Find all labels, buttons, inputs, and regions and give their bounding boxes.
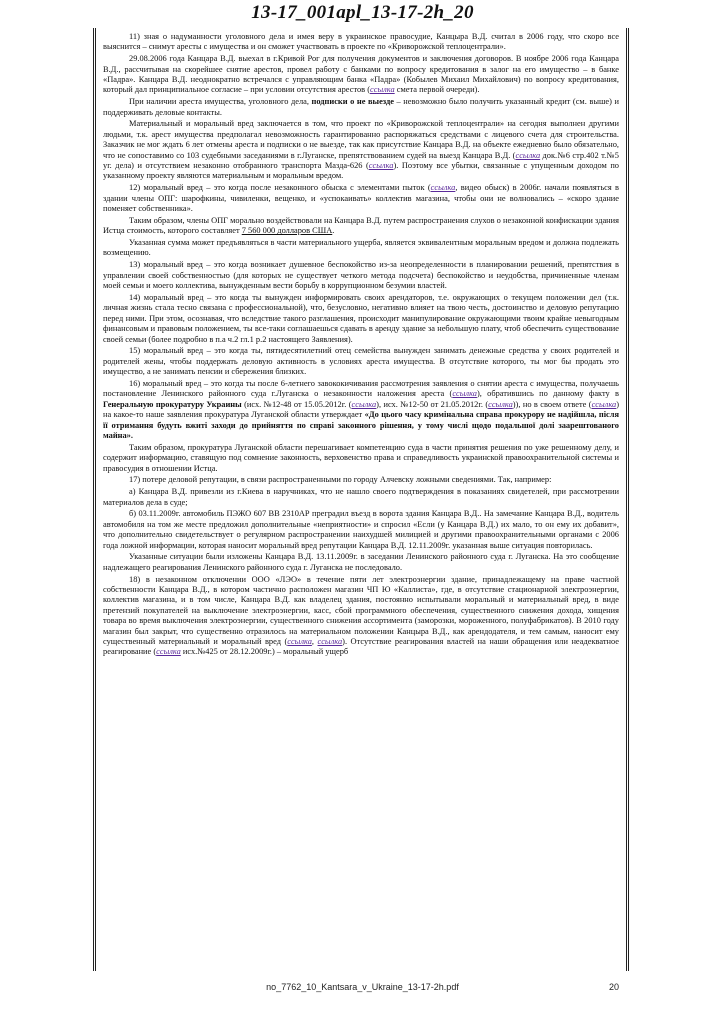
bold-text: подписки о не выезде (311, 97, 394, 107)
reference-link[interactable]: ссылка (370, 85, 395, 95)
paragraph-p16 (103, 552, 619, 573)
footer-filename: no_7762_10_Kantsara_v_Ukraine_13-17-2h.pdf (266, 982, 459, 992)
reference-link[interactable]: ссылка (488, 399, 513, 409)
paragraph-p8 (103, 260, 619, 291)
text-run: , (311, 637, 318, 646)
paragraph-p4 (103, 119, 619, 181)
text-run: Материальный и моральный вред заключается в том, что проект по «Криворожской теплоцентрали» на сегодня выполнен другими людьми, т.к. арест имущества предполагал невозможность гарантированно распоряжаться средствами с лицевого счета для строительства. Заказчик не мог ждать 6 лет отмены ареста и подписки о не выезде, так как присутствие Канцара В.Д. на объекте ежедневно было обязательно, что не сопоставимо со 103 судебными заседаниями в г.Луганске, препятствованием судей на выезд Канцара В.Д. ( (103, 119, 619, 160)
paragraph-p15 (103, 509, 619, 551)
text-run: 18) в незаконном отключении ООО «ЛЭО» в течение пяти лет электроэнергии здание, принадлежащему на праве частной собственности Канцара В.Д., в котором частично расположен магазин ЧП Ю «Каллиста», где, в отсутствие стационарной электроэнергии, коллектив магазина, и в том числе, Канцара В.Д. как владелец здания, постоянно испытывали моральный и материальный вред, в виде претензий покупателей на выключение электроэнергии, касс, сбой программного обеспечения, существенного снижения дохода, хищения товара во время выключения электроэнергии, существенного снижения ассортимента (заморозки, мороженного, полуфабрикатов). В 2010 году магазин был закрыт, что существенно отразилось на материальном положении Канцыра В.Д., как арендодателя, и тем самым, наносит ему существенный материальный и моральный вред ( (103, 574, 619, 646)
text-run: )), но в своем ответе ( (512, 399, 592, 409)
text-run: ) на какое-то наше заявления прокуратура Луганской области утверждает (103, 399, 619, 420)
text-run: док.№6 стр.402 т.№5 уг. дела) и отсутствием незаконно отобранного транспорта Мазда-626 ( (103, 150, 619, 171)
text-run: 7 560 000 долларов США (241, 226, 333, 236)
text-run: 14) моральный вред – это когда ты вынужден информировать своих арендаторов, т.е. окружающих о текущем положении дел (т.к. личная жизнь стала тесно связана с профессиональной), что, безусловно, негативно влияет на твою честь, достоинство и деловую репутацию перед ними. При этом, осознавая, что вследствие такого разглашения, происходит манипулирование окружающими твоим крайне невыгодным финансовым и правовым положением, ты все-таки соглашаешься сдавать в аренду здание за небольшую плату, чтоб обеспечить существование своей семьи (более подробно в п.а ч.2 гл.1 р.2 настоящего Заявления). (103, 292, 619, 344)
reference-link[interactable]: ссылка (368, 161, 394, 171)
reference-link[interactable]: ссылка (515, 150, 541, 160)
paragraph-p14 (103, 487, 619, 508)
reference-link[interactable]: ссылка (156, 647, 181, 657)
reference-link[interactable]: ссылка (591, 399, 617, 409)
text-run: 16) моральный вред – это когда ты после 6-летнего завококичивания рассмотрения заявления о снятии ареста с имущества, получаешь постановление Ленинского районного суда г.Луганска о незаконности наложения ареста ( (103, 378, 619, 399)
reference-link[interactable]: ссылка (351, 399, 377, 409)
text-run: Таким образом, прокуратура Луганской области перешагивает компетенцию суда в части принятия решения по уже решенному делу, и содержит информацию, ставящую под сомнение законность, верховенство права и справедливость украинской правоохранительной системы и правосудия в отношении Истца. (103, 442, 619, 473)
reference-link[interactable]: ссылка (287, 637, 312, 646)
bold-text: «До цього часу кримінальна справа прокурору не надійшла, після її отримання будуть вжиті заходи до прийняття по справі законного рішення, у тому числі щодо подальшої долі заарештованого майна». (103, 410, 619, 440)
paragraph-p17 (103, 575, 619, 658)
text-run: При наличии ареста имущества, уголовного дела, (129, 97, 312, 107)
text-run: ), исх. №12-50 от 21.05.2012г. ( (376, 399, 489, 409)
reference-link[interactable]: ссылка (430, 183, 456, 193)
text-run: ), обратившись по данному факту в (476, 389, 619, 399)
text-run: 13) моральный вред – это когда возникает душевное беспокойство из-за неопределенности в планировании решений, препятствия в управлении своей собственностью (для которых не существует четкого метода подсчета) беспокойство и неудобства, причиненные членам моей семьи и моего коллектива, вынужденным вести борьбу в коррупционном безумии властей. (103, 260, 619, 291)
paragraph-p6 (103, 216, 619, 237)
paragraph-p13 (103, 475, 619, 485)
text-run: (исх. №12-48 от 15.05.2012г. ( (241, 399, 352, 409)
text-run: смета первой очереди). (394, 85, 480, 95)
text-run: ). Поэтому все убытки, связанные с упущенным доходом по указанному проекту являются материальным и моральным вредом. (103, 161, 619, 181)
paragraph-p10 (103, 346, 619, 377)
reference-link[interactable]: ссылка (452, 389, 477, 399)
text-run: 12) моральный вред – это когда после незаконного обыска с элементами пыток ( (129, 183, 431, 193)
paragraph-p11 (103, 379, 619, 441)
paragraph-p1 (103, 32, 619, 53)
text-run: . (332, 226, 335, 236)
text-run: 17) потере деловой репутации, в связи распространенными по городу Алчевску ложными сведениями. Так, например: (129, 475, 552, 485)
text-run: ). Отсутствие реагирования властей на наши обращения или неадекватное реагирование ( (103, 637, 619, 657)
paragraph-p12 (103, 443, 619, 474)
paragraph-p7 (103, 238, 619, 259)
text-run: Таким образом, члены ОПГ морально воздействовали на Канцара В.Д. путем распространения слухов о незаконной конфискации здания Истца стоимость, которого составляет (103, 215, 619, 236)
text-run: б) 03.11.2009г. автомобиль ПЭЖО 607 ВВ 2310АР преградил въезд в ворота здания Канцара В.Д.. На замечание Канцара В.Д., водитель автомобиля на том же месте предложил дополнительные «неприятности» и спросил «Если (у Канцара В.Д.) их мало, то он ему их добавит», что дополнительно свидетельствует о регулярном распространении наихудшей милицией и другими правоохранительными органами с 2006 года ложной информации, которая наносит моральный вред репутации Канцара В.Д. 12.11.2009г. указанная выше ситуация повторилась. (103, 509, 619, 550)
text-run: , видео обыск) в 2006г. начали появляться в здании члены ОПГ: шарофкины, чивиленки, вещенко, и «успокаивать» коллектив магазина, чтобы они не волновались – «скоро здание поменяет собственника». (103, 183, 619, 214)
paragraph-p5 (103, 183, 619, 214)
reference-link[interactable]: ссылка (317, 637, 343, 646)
paragraph-p2 (103, 54, 619, 96)
text-run: 11) зная о надуманности уголовного дела и имея веру в украинское правосудие, Канцыра В.Д. считал в 2006 году, что скоро все выяснится – снимут аресты с имущества и он сможет участвовать в проекте по «Криворожской теплоцентрали». (103, 32, 619, 52)
text-run: 15) моральный вред – это когда ты, пятидесятилетний отец семейства вынужден занимать денежные средства у своих родителей и родителей жены, чтобы поддержать деловую активность в условиях ареста имущества. В отсутствие которого, ты мог бы продать это имущество, а не занимать пенсии и сбережения близких. (103, 346, 619, 377)
document-body (103, 32, 619, 967)
bold-text: Генеральную прокуратуру Украины (103, 399, 242, 409)
page-header-title: 13-17_001apl_13-17-2h_20 (251, 2, 474, 23)
footer-page-number: 20 (609, 982, 620, 992)
paragraph-p3 (103, 97, 619, 118)
text-run: а) Канцара В.Д. привезли из г.Киева в наручниках, что не нашло своего подтверждения в показаниях свидетелей, при рассмотрении материалов дела в суде; (103, 487, 619, 507)
paragraph-p9 (103, 293, 619, 345)
text-run: – невозможно было получить указанный кредит (см. выше) и поддерживать деловые контакты. (103, 97, 619, 117)
text-run: 29.08.2006 года Канцара В.Д. выехал в г.Кривой Рог для получения документов и заключения договоров. В ноябре 2006 года Канцара В.Д., рассчитывая на скорейшее снятие арестов, провел работу с банками по вопросу кредитования в залог на его имущество – в банке «Падра». Канцара В.Д. неоднократно встречался с управляющим банка «Падра» (Кобылев Михаил Михайлович) по вопросу кредитования, который дал принципиальное согласие – при условии отсутствия арестов ( (103, 54, 619, 95)
text-run: Указанная сумма может предъявляться в части материального ущерба, является эквивалентным моральным вредом и должна подлежать возмещению. (103, 238, 619, 258)
text-run: исх.№425 от 28.12.2009г.) – моральный ущерб (180, 647, 349, 657)
text-run: Указанные ситуации были изложены Канцара В.Д. 13.11.2009г. в заседании Ленинского районного суда г. Луганска. На это сообщение надлежащего реагирования Ленинского районного суда г. Луганска не последовало. (103, 552, 619, 572)
